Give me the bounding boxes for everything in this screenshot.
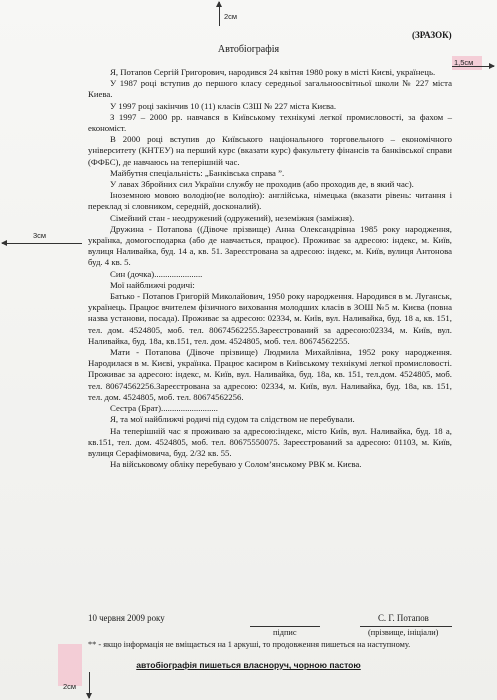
paragraph-mother: Мати - Потапова (Дівоче прізвище) Людмила Михайлівна, 1952 року народження. Народилася в м. Києві, українка. Працює касиром в Київському технікумі легкої промисловості. Проживає за адресою: індекс, м. Київ, вул. Наливайка, буд. 18а, кв. 151, тел.дом. 4524805, моб. тел. 80674562256.Зареєстрована за адресою: 02334, м. Київ, вул. Наливайка, буд. 18а, кв. 151, тел. дом. 4524805, моб. тел. 80674562256.	[88, 347, 452, 402]
right-margin-label: 1,5см	[454, 58, 474, 67]
right-margin-arrow	[452, 66, 494, 67]
left-margin-arrow	[2, 243, 82, 244]
paragraph-sibling: Сестра (Брат)..........................	[110, 403, 218, 414]
top-margin-arrow	[219, 2, 220, 26]
bottom-margin-arrow	[89, 672, 90, 698]
paragraph-child: Син (дочка)......................	[110, 268, 203, 279]
paragraph-military-service: У лавах Збройних сил України службу не проходив (або проходив де, в який час).	[110, 179, 414, 190]
continuation-note: ** - якщо інформація не вміщається на 1 аркуші, то продовження пишеться на наступному.	[88, 640, 411, 649]
paragraph-relatives-heading: Мої найближчі родичі:	[110, 279, 195, 290]
top-margin-label: 2см	[224, 12, 238, 21]
left-margin-label: 3см	[33, 231, 47, 240]
paragraph-wife: Дружина - Потапова ((Дівоче прізвище) Анна Олександрівна 1985 року народження, українка, домогосподарка (або де навчається, працює). Проживає за адресою: індекс, м. Київ, вулиця Наливайка, буд. 14 а, кв. 51. Зареєстрована за адресою: індекс, м. Київ, вулиця Антонова буд. 4 кв. 5.	[88, 223, 452, 268]
signature-caption: підпис	[273, 628, 297, 637]
signature-date: 10 червня 2009 року	[88, 613, 165, 623]
paragraph-school-start: У 1987 році вступив до першого класу середньої загальноосвітньої школи № 227 міста Киева.	[88, 78, 452, 100]
bottom-margin-label: 2см	[63, 682, 77, 691]
paragraph-criminal-record: Я, та мої найближчі родичі під судом та слідством не перебували.	[110, 414, 355, 425]
signature-name: С. Г. Потапов	[378, 613, 429, 623]
paragraph-current-address: На теперішній час я проживаю за адресою:індекс, місто Київ, вул. Наливайка, буд. 18 а, кв.151, тел. дом. 4524805, моб. тел. 80675550075. Зареєстрований за адресою: 01103, м. Київ, вулиця Серафімовича, буд. 2/32 кв. 55.	[88, 425, 452, 458]
paragraph-birth: Я, Потапов Сергій Григорович, народився 24 квітня 1980 року в місті Києві, українець.	[110, 67, 436, 77]
paragraph-university: В 2000 році вступив до Київського національного торговельного – економічного університету (КНТЕУ) на перший курс (вказати курс) факультету фінансів та банківської справи (ФФБС), де навчаюсь на теперішній час.	[88, 134, 452, 167]
document-title: Автобіографія	[217, 44, 280, 55]
sample-label: (ЗРАЗОК)	[412, 30, 452, 40]
handwriting-instruction: автобіографія пишеться власноруч, чорною пастою	[136, 660, 361, 670]
name-line	[360, 626, 452, 627]
paragraph-military-registration: На військовому обліку перебуваю у Солом’янському РВК м. Києва.	[110, 459, 362, 470]
paragraph-specialty: Майбутня спеціальність: „Банківська справа ”.	[110, 167, 285, 178]
autobiography-body	[88, 67, 452, 470]
paragraph-languages: Іноземною мовою володію(не володію): англійська, німецька (вказати рівень: читання і переклад зі словником, середній, досконалий).	[88, 190, 452, 212]
paragraph-father: Батько - Потапов Григорій Миколайович, 1950 року народження. Народився в м. Луганськ, українець. Працює вчителем фізичного виховання молодших класів в ЗОШ №5 м. Києва (повна назва установи, посада). Проживає за адресою: 02334, м. Київ, вул. Наливайка, буд. 18 а, кв. 151, тел. дом. 4524805, моб. тел. 80674562255.Зареєстрований за адресою:02334, м. Київ, вул. Наливайка, буд. 18а, кв.151, тел. дом. 4524805, моб. тел. 80674562255.	[88, 291, 452, 346]
paragraph-college: З 1997 – 2000 рр. навчався в Київському технікумі легкої промисловості, за фахом – економіст.	[88, 111, 452, 134]
paragraph-marital-status: Сімейний стан - неодружений (одружений), неземіжня (заміжня).	[110, 212, 355, 223]
name-caption: (прізвище, ініціали)	[368, 628, 439, 637]
signature-line	[250, 626, 320, 627]
paragraph-school-end: У 1997 році закінчив 10 (11) класів СЗШ № 227 міста Києва.	[110, 100, 337, 111]
